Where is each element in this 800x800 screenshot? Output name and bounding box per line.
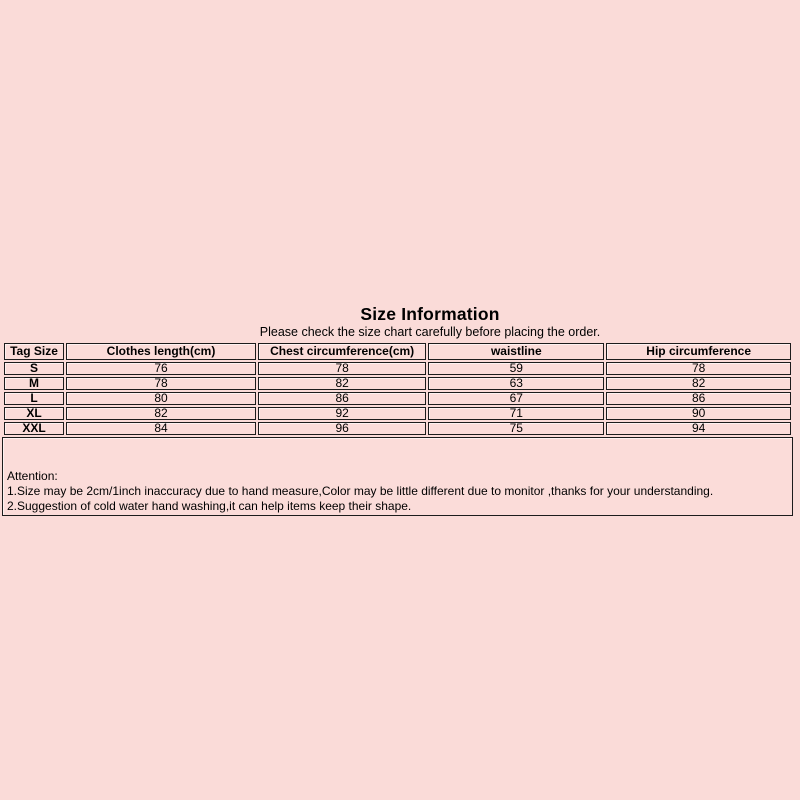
table-row-xxl: [4, 422, 791, 435]
row-tag: XL: [4, 407, 64, 420]
table-cell: 78: [66, 377, 256, 390]
table-cell: 82: [258, 377, 426, 390]
table-cell: 92: [258, 407, 426, 420]
col-header-tag-size: Tag Size: [4, 343, 64, 360]
col-header-hip-circumference: Hip circumference: [606, 343, 791, 360]
attention-note-1: 1.Size may be 2cm/1inch inaccuracy due to hand measure,Color may be little different due to monitor ,thanks for your understanding.: [7, 484, 714, 498]
row-tag: M: [4, 377, 64, 390]
col-header-chest-circumference: Chest circumference(cm): [258, 343, 426, 360]
table-cell: 76: [66, 362, 256, 375]
table-cell: 82: [66, 407, 256, 420]
table-cell: 94: [606, 422, 791, 435]
table-cell: 63: [428, 377, 604, 390]
table-header-row: [4, 343, 791, 360]
table-row-xl: [4, 407, 791, 420]
col-header-waistline: waistline: [428, 343, 604, 360]
table-row-m: [4, 377, 791, 390]
table-cell: 59: [428, 362, 604, 375]
table-row-l: [4, 392, 791, 405]
table-cell: 67: [428, 392, 604, 405]
table-cell: 80: [66, 392, 256, 405]
title-block: [0, 304, 800, 340]
table-row-s: [4, 362, 791, 375]
table-cell: 84: [66, 422, 256, 435]
row-tag: S: [4, 362, 64, 375]
col-header-clothes-length: Clothes length(cm): [66, 343, 256, 360]
row-tag: XXL: [4, 422, 64, 435]
table-cell: 86: [606, 392, 791, 405]
table-cell: 90: [606, 407, 791, 420]
table-cell: 75: [428, 422, 604, 435]
attention-note: [2, 437, 793, 516]
table-cell: 86: [258, 392, 426, 405]
table-cell: 78: [258, 362, 426, 375]
table-cell: 78: [606, 362, 791, 375]
table-cell: 96: [258, 422, 426, 435]
page-subtitle: Please check the size chart carefully before placing the order.: [259, 325, 601, 339]
attention-heading: Attention:: [7, 469, 58, 483]
size-table: [2, 341, 793, 437]
attention-note-2: 2.Suggestion of cold water hand washing,it can help items keep their shape.: [7, 499, 412, 513]
page-title: Size Information: [360, 304, 500, 324]
table-cell: 71: [428, 407, 604, 420]
table-cell: 82: [606, 377, 791, 390]
row-tag: L: [4, 392, 64, 405]
